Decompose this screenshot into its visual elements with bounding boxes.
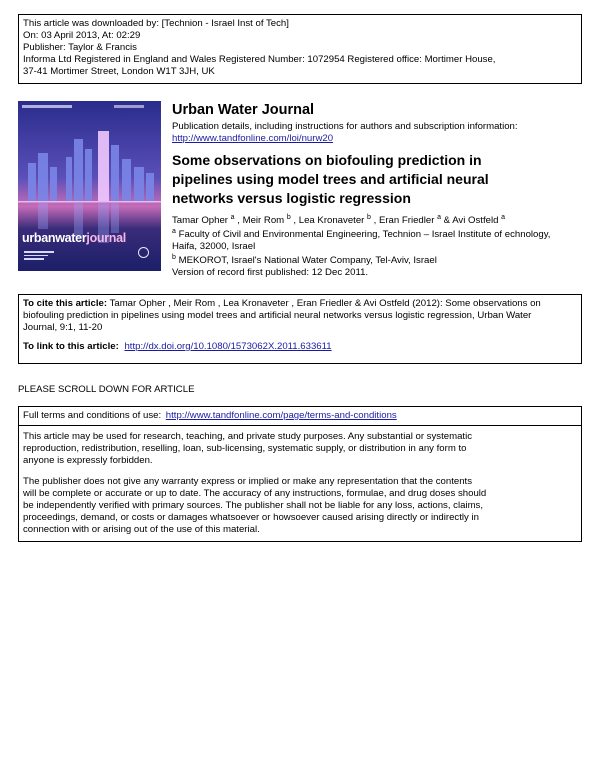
cover-title-urban: urban: [22, 231, 56, 245]
terms-box: [18, 406, 582, 542]
terms-p2-line-5: connection with or arising out of the use of this material.: [23, 524, 260, 535]
affil-a-line-1: Faculty of Civil and Environmental Engineering, Technion – Israel Institute of echnology,: [178, 229, 551, 241]
author-name[interactable]: Tamar Opher: [172, 215, 228, 227]
publisher: Publisher: Taylor & Francis: [23, 42, 137, 53]
author-affil-mark: b: [367, 214, 371, 221]
author-affil-mark: a: [230, 214, 235, 221]
author-affil-mark: a: [501, 214, 505, 221]
author-name[interactable]: Lea Kronaveter: [298, 215, 365, 227]
author-name[interactable]: Meir Rom: [242, 215, 285, 227]
registration-line-2: 37-41 Mortimer Street, London W1T 3JH, UK: [23, 66, 215, 77]
terms-p2-line-4: proceedings, demand, or costs or damages whatsoever or howsoever caused arising directly or indirectly in: [23, 512, 479, 523]
journal-details: Publication details, including instructions for authors and subscription information:: [172, 121, 518, 132]
version-of-record: Version of record first published: 12 Dec 2011.: [172, 267, 369, 279]
affil-a-mark: a: [172, 228, 176, 235]
terms-label: Full terms and conditions of use:: [23, 410, 162, 421]
affiliation-a: [172, 226, 582, 253]
citation-box: [18, 294, 582, 364]
cover-small-text: [24, 251, 54, 260]
download-info-box: [18, 14, 582, 84]
author-name[interactable]: Eran Friedler: [378, 215, 435, 227]
terms-p1-line-3: anyone is expressly forbidden.: [23, 455, 153, 466]
cite-label: To cite this article:: [23, 298, 108, 309]
article-title-line-3: networks versus logistic regression: [172, 190, 411, 206]
journal-title: Urban Water Journal: [172, 102, 315, 118]
article-title-line-2: pipelines using model trees and artificial neural: [172, 171, 489, 187]
publisher-logo-icon: [138, 247, 149, 258]
doi-link[interactable]: http://dx.doi.org/10.1080/1573062X.2011.633611: [124, 341, 332, 352]
cite-text-2: biofouling prediction in pipelines using model trees and artificial neural networks versus logistic regression, Urban Water: [23, 310, 532, 321]
journal-cover-image: [18, 101, 161, 271]
author-list: Tamar Opher $^a$ , Meir Rom $^b$ , Lea Kronaveter $^b$ , Eran Friedler $^a$ & Avi Ostfeld $^a$: [172, 214, 505, 227]
author-affil-mark: a: [437, 214, 441, 221]
affil-b-mark: b: [172, 254, 176, 261]
cover-title: [22, 231, 126, 245]
terms-p2-line-1: The publisher does not give any warranty express or implied or make any representation that the contents: [23, 476, 473, 487]
registration-line-1: Informa Ltd Registered in England and Wales Registered Number: 1072954 Registered office: Mortimer House,: [23, 54, 496, 65]
cite-text-3: Journal, 9:1, 11-20: [23, 322, 103, 333]
terms-p2-line-3: be independently verified with primary sources. The publisher shall not be liable for any loss, actions, claims,: [23, 500, 484, 511]
terms-p2-line-2: will be complete or accurate or up to date. The accuracy of any instructions, formulae, and drug doses should: [23, 488, 487, 499]
scroll-notice: PLEASE SCROLL DOWN FOR ARTICLE: [18, 384, 195, 395]
cover-title-water: water: [55, 231, 87, 245]
downloaded-by: This article was downloaded by: [Technion - Israel Inst of Tech]: [23, 18, 289, 29]
affil-a-line-2: Haifa, 32000, Israel: [172, 241, 256, 253]
download-date: On: 03 April 2013, At: 02:29: [23, 30, 141, 41]
affiliation-b: [172, 252, 582, 279]
terms-link[interactable]: http://www.tandfonline.com/page/terms-and-conditions: [165, 410, 397, 421]
terms-p1-line-1: This article may be used for research, teaching, and private study purposes. Any substantial or systematic: [23, 431, 472, 442]
terms-p1-line-2: reproduction, redistribution, reselling, loan, sub-licensing, systematic supply, or distribution in any form to: [23, 443, 467, 454]
author-name[interactable]: Avi Ostfeld: [452, 215, 499, 227]
article-title-line-1: Some observations on biofouling prediction in: [172, 152, 482, 168]
journal-link[interactable]: http://www.tandfonline.com/loi/nurw20: [172, 133, 334, 144]
terms-divider: [19, 425, 581, 426]
cite-text-1: Tamar Opher , Meir Rom , Lea Kronaveter , Eran Friedler & Avi Ostfeld (2012): Some observations on: [109, 298, 541, 309]
author-affil-mark: b: [286, 214, 291, 221]
affil-b-line: MEKOROT, Israel's National Water Company, Tel-Aviv, Israel: [178, 255, 437, 267]
doi-label: To link to this article:: [23, 341, 119, 352]
cover-title-journal: journal: [86, 231, 126, 245]
article-title: [172, 151, 489, 208]
